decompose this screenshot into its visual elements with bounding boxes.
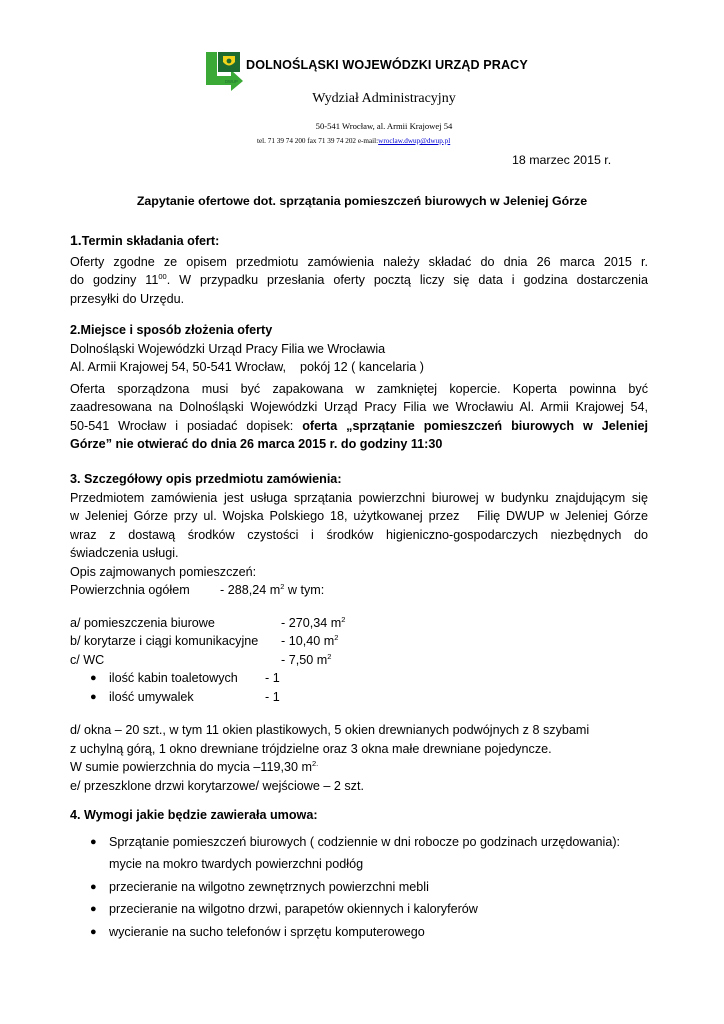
requirement-text: przecieranie na wilgotno zewnętrznych powierzchni mebli [109, 879, 429, 894]
windows-total-line: W sumie powierzchnia do mycia –119,30 $m^{2.}$ [70, 758, 319, 774]
section-2-heading: 2.Miejsce i sposób złożenia oferty [70, 323, 273, 337]
paragraph-line: Przedmiotem zamówienia jest usługa sprzątania powierzchni biurowej w budynku znajdującym się [70, 490, 648, 505]
requirement-item [87, 898, 648, 921]
area-value: - 7,50 $m^2$ [281, 651, 332, 667]
org-address: 50-541 Wrocław, al. Armii Krajowej 54 [315, 121, 453, 131]
bullet-icon: ● [90, 835, 97, 848]
area-row [70, 651, 648, 670]
wc-item-value: - 1 [265, 689, 280, 704]
org-name: DOLNOŚLĄSKI WOJEWÓDZKI URZĄD PRACY [246, 58, 528, 72]
section-4-heading: 4. Wymogi jakie będzie zawierała umowa: [70, 808, 318, 822]
department-name: Wydział Administracyjny [312, 91, 456, 106]
wc-item-value: - 1 [265, 671, 280, 685]
bullet-icon: ● [90, 690, 97, 703]
total-area-label: Powierzchnia ogółem [70, 583, 190, 597]
paragraph-line: przesyłki do Urzędu. [70, 291, 185, 306]
windows-line: z uchylną górą, 1 okno drewniane trójdzielne oraz 3 okna małe drewniane pojedyncze. [70, 741, 552, 756]
rooms-description-label: Opis zajmowanych pomieszczeń: [70, 564, 257, 579]
document-date: 18 marzec 2015 r. [512, 153, 612, 167]
total-area-row [70, 581, 648, 600]
wc-item [87, 688, 648, 707]
contact-line [257, 137, 450, 145]
area-label: c/ WC [70, 652, 105, 667]
area-list [70, 614, 648, 670]
bullet-icon: ● [90, 903, 97, 915]
address-line: Dolnośląski Wojewódzki Urząd Pracy Filia we Wrocławia [70, 341, 386, 356]
paragraph-line: zaadresowana na Dolnośląski Wojewódzki Urząd Pracy Filia we Wrocławiu Al. Armii Krajowej 54, [70, 400, 648, 414]
windows-line: d/ okna – 20 szt., w tym 11 okien plastikowych, 5 okien drewnianych podwójnych z 8 szybami [70, 723, 590, 737]
area-label: a/ pomieszczenia biurowe [70, 615, 215, 630]
requirement-text: Sprzątanie pomieszczeń biurowych ( codziennie w dni robocze po godzinach urzędowania): [109, 834, 621, 849]
svg-text:DWUP: DWUP [225, 79, 238, 84]
doors-line: e/ przeszklone drzwi korytarzowe/ wejściowe – 2 szt. [70, 778, 364, 793]
bullet-icon: ● [90, 925, 97, 938]
section-deadline [70, 231, 648, 308]
wc-item-label: ilość umywalek [109, 689, 194, 704]
paragraph-line: wraz z dostawą środków czystości i środków higieniczno-gospodarczych niezbędnych do [70, 527, 648, 542]
requirement-text-cont: mycie na mokro twardych powierzchni podłóg [109, 857, 364, 871]
document-title: Zapytanie ofertowe dot. sprzątania pomieszczeń biurowych w Jeleniej Górze [136, 194, 588, 208]
requirement-text: przecieranie na wilgotno drzwi, parapetów okiennych i kaloryferów [109, 902, 478, 916]
paragraph-line: Oferta sporządzona musi być zapakowana w zamkniętej kopercie. Koperta powinna być [70, 381, 648, 396]
bullet-icon: ● [90, 672, 97, 684]
wc-item [87, 669, 648, 688]
dwup-logo-icon [203, 50, 245, 92]
total-area-value: - 288,24 $m^2$ w tym: [220, 581, 325, 597]
paragraph-line: 50-541 Wrocław i posiadać dopisek: oferta „sprzątanie pomieszczeń biurowych w Jeleniej [70, 418, 648, 433]
requirement-item [87, 831, 648, 876]
section-place [70, 321, 648, 454]
section-3-heading: 3. Szczegółowy opis przedmiotu zamówienia: [70, 472, 342, 486]
paragraph-line: Górze” nie otwierać do dnia 26 marca 2015 r. do godziny 11:30 [70, 437, 443, 451]
requirement-item [87, 921, 648, 944]
area-label: b/ korytarze i ciągi komunikacyjne [70, 634, 259, 648]
area-value: - 270,34 $m^2$ [281, 614, 346, 630]
wc-item-label: ilość kabin toaletowych [109, 671, 238, 685]
paragraph-line: do godziny $11^{00}$. W przypadku przesłania oferty pocztą liczy się data i godzina dostarczenia [70, 271, 648, 287]
section-requirements [70, 806, 648, 943]
paragraph-line: w Jeleniej Górze przy ul. Wojska Polskiego 18, użytkowanej przez Filię DWUP w Jeleniej Górze [70, 509, 648, 523]
requirement-text: wycieranie na sucho telefonów i sprzętu komputerowego [109, 924, 425, 939]
area-row [70, 614, 648, 633]
area-row [70, 632, 648, 651]
paragraph-line: Oferty zgodne ze opisem przedmiotu zamówienia należy składać do dnia 26 marca 2015 r. [70, 254, 648, 269]
requirements-list [87, 831, 648, 944]
email-link[interactable]: wroclaw.dwup@dwup.pl [378, 137, 451, 145]
bullet-icon: ● [90, 880, 97, 893]
section-1-heading: 1.Termin składania ofert: [70, 232, 220, 248]
section-description [70, 470, 648, 795]
address-line: Al. Armii Krajowej 54, 50-541 Wrocław, pokój 12 ( kancelaria ) [70, 360, 424, 374]
area-value: - 10,40 $m^2$ [281, 632, 339, 648]
wc-item-list [70, 669, 648, 706]
requirement-item [87, 876, 648, 899]
paragraph-line: świadczenia usługi. [70, 546, 179, 560]
phone-fax: tel. 71 39 74 200 fax 71 39 74 202 e-mail: [257, 137, 379, 145]
